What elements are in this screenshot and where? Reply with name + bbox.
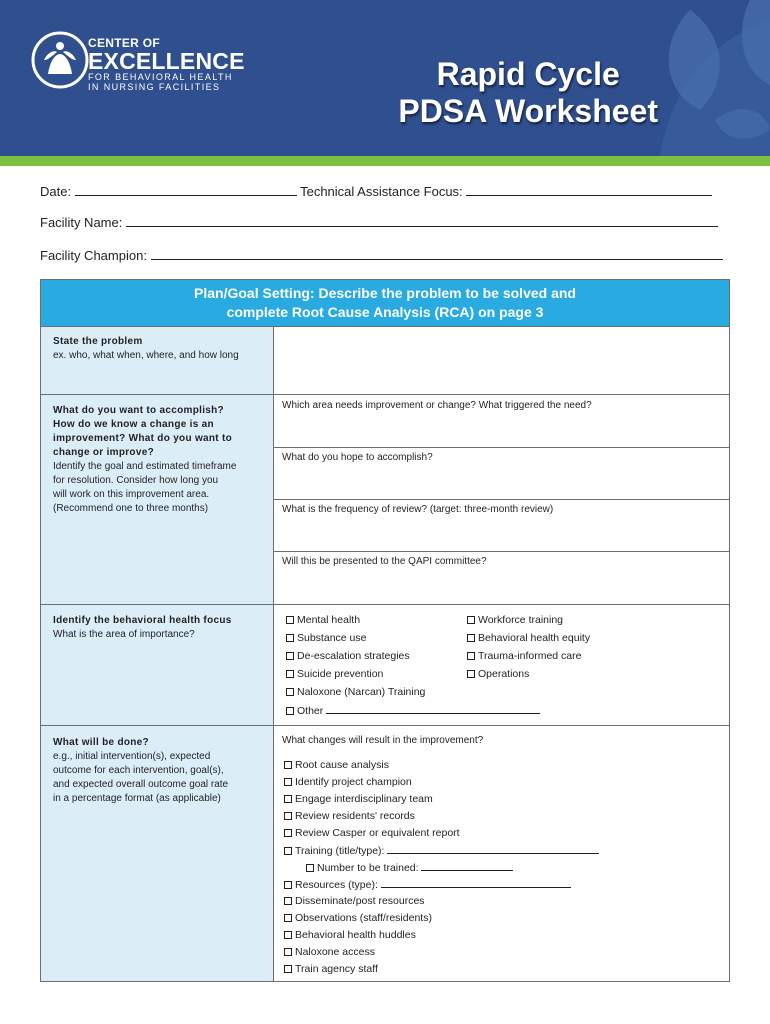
table-header [41,280,729,326]
cell-divider [274,499,729,500]
checkbox-icon[interactable] [284,847,292,855]
cell-divider [274,447,729,448]
checkbox-option[interactable] [467,632,590,644]
logo-line4: IN NURSING FACILITIES [88,82,221,92]
checkbox-icon[interactable] [284,812,292,820]
table-header-line1: Plan/Goal Setting: Describe the problem to be solved and [194,285,576,301]
done-sub1: e.g., initial intervention(s), expected [53,751,211,762]
question-need: Which area needs improvement or change? What triggered the need? [282,400,592,411]
logo-line1: CENTER OF [88,36,161,50]
option-label: Engage interdisciplinary team [295,793,433,805]
checkbox-option[interactable] [286,614,360,626]
checkbox-icon[interactable] [284,948,292,956]
row-divider [41,725,729,726]
green-strip [0,156,770,166]
option-label: Operations [478,668,530,680]
done-sub2: outcome for each intervention, goal(s), [53,765,224,776]
logo-line3: FOR BEHAVIORAL HEALTH [88,72,233,82]
checkbox-option[interactable] [286,668,383,680]
facility-champion-label: Facility Champion: [40,248,147,263]
number-trained-field[interactable] [421,861,513,871]
checkbox-option[interactable] [284,878,571,891]
checkbox-icon[interactable] [284,881,292,889]
checkbox-icon[interactable] [284,761,292,769]
accomplish-sub2: for resolution. Consider how long you [53,475,219,486]
checkbox-icon[interactable] [467,670,475,678]
option-label: Review residents' records [295,810,415,822]
checkbox-icon[interactable] [467,616,475,624]
checkbox-icon[interactable] [284,931,292,939]
focus-label [53,614,232,642]
option-label: Substance use [297,632,367,644]
checkbox-icon[interactable] [286,688,294,696]
facility-name-label: Facility Name: [40,215,123,230]
question-changes: What changes will result in the improvement? [282,735,484,746]
checkbox-icon[interactable] [467,652,475,660]
option-label: Number to be trained: [317,862,419,874]
problem-sub: ex. who, what when, where, and how long [53,350,239,361]
done-sub3: and expected overall outcome goal rate [53,779,229,790]
checkbox-option[interactable] [467,650,581,662]
option-label: Training (title/type): [295,845,385,857]
checkbox-icon[interactable] [284,795,292,803]
facility-name-line [40,215,718,230]
checkbox-icon[interactable] [306,864,314,872]
option-label: Identify project champion [295,776,412,788]
option-label: Naloxone (Narcan) Training [297,686,426,698]
accomplish-sub4: (Recommend one to three months) [53,503,209,514]
checkbox-option[interactable] [284,929,416,941]
header-banner [0,0,770,156]
option-label: Mental health [297,614,361,626]
facility-champion-field[interactable] [151,248,723,260]
focus-title: Identify the behavioral health focus [53,615,232,626]
option-label: Resources (type): [295,879,378,891]
option-label: Naloxone access [295,946,375,958]
logo-icon [30,30,90,90]
accomplish-title3: improvement? What do you want to [53,433,233,444]
row-divider [41,604,729,605]
problem-title: State the problem [53,336,143,347]
title-line1: Rapid Cycle [436,56,620,92]
option-label: Behavioral health huddles [295,929,416,941]
option-label: Other [297,705,324,717]
checkbox-option[interactable] [306,861,513,874]
option-label: Suicide prevention [297,668,384,680]
accomplish-title1: What do you want to accomplish? [53,405,224,416]
date-line [40,184,712,199]
ta-focus-field[interactable] [466,184,712,196]
ta-focus-label: Technical Assistance Focus: [300,184,463,199]
checkbox-option[interactable] [284,895,425,907]
checkbox-icon[interactable] [286,634,294,642]
checkbox-icon[interactable] [286,652,294,660]
accomplish-title4: change or improve? [53,447,154,458]
checkbox-icon[interactable] [286,707,294,715]
row-divider [41,394,729,395]
checkbox-option[interactable] [284,759,389,771]
checkbox-option[interactable] [286,704,540,717]
accomplish-title2: How do we know a change is an [53,419,214,430]
question-hope: What do you hope to accomplish? [282,452,433,463]
checkbox-icon[interactable] [286,670,294,678]
checkbox-option[interactable] [284,776,412,788]
checkbox-option[interactable] [284,912,432,924]
other-field[interactable] [326,704,540,714]
logo-text [88,36,245,92]
accomplish-label [53,404,268,516]
page-title [398,56,658,130]
option-label: Disseminate/post resources [295,895,425,907]
done-sub4: in a percentage format (as applicable) [53,793,221,804]
date-label: Date: [40,184,72,199]
option-label: Observations (staff/residents) [295,912,432,924]
checkbox-option[interactable] [286,686,425,698]
option-label: Train agency staff [295,963,378,975]
checkbox-option[interactable] [286,632,366,644]
checkbox-option[interactable] [284,827,460,839]
checkbox-option[interactable] [286,650,410,662]
facility-name-field[interactable] [126,215,718,227]
checkbox-option[interactable] [467,668,529,680]
facility-champion-line [40,248,723,263]
done-label [53,736,228,806]
checkbox-option[interactable] [467,614,563,626]
question-qapi: Will this be presented to the QAPI committee? [282,556,487,567]
pdsa-table [40,279,730,982]
option-label: Behavioral health equity [478,632,591,644]
checkbox-option[interactable] [284,844,599,857]
training-field[interactable] [387,844,599,854]
row-divider [41,326,729,327]
option-label: Review Casper or equivalent report [295,827,460,839]
accomplish-sub1: Identify the goal and estimated timeframe [53,461,237,472]
focus-sub: What is the area of importance? [53,629,195,640]
title-line2: PDSA Worksheet [398,93,658,129]
resources-field[interactable] [381,878,571,888]
checkbox-icon[interactable] [286,616,294,624]
checkbox-option[interactable] [284,793,433,805]
option-label: Workforce training [478,614,564,626]
accomplish-sub3: will work on this improvement area. [53,489,210,500]
checkbox-option[interactable] [284,810,415,822]
problem-label [53,335,239,363]
checkbox-icon[interactable] [284,778,292,786]
question-frequency: What is the frequency of review? (target: three-month review) [282,504,554,515]
option-label: Root cause analysis [295,759,389,771]
option-label: Trauma-informed care [478,650,582,662]
checkbox-icon[interactable] [284,965,292,973]
done-title: What will be done? [53,737,149,748]
cell-divider [274,551,729,552]
checkbox-icon[interactable] [467,634,475,642]
checkbox-icon[interactable] [284,914,292,922]
option-label: De-escalation strategies [297,650,410,662]
checkbox-option[interactable] [284,963,378,975]
checkbox-icon[interactable] [284,897,292,905]
checkbox-icon[interactable] [284,829,292,837]
logo-line2: EXCELLENCE [88,48,245,74]
checkbox-option[interactable] [284,946,375,958]
date-field[interactable] [75,184,297,196]
table-header-line2: complete Root Cause Analysis (RCA) on page 3 [226,304,544,320]
